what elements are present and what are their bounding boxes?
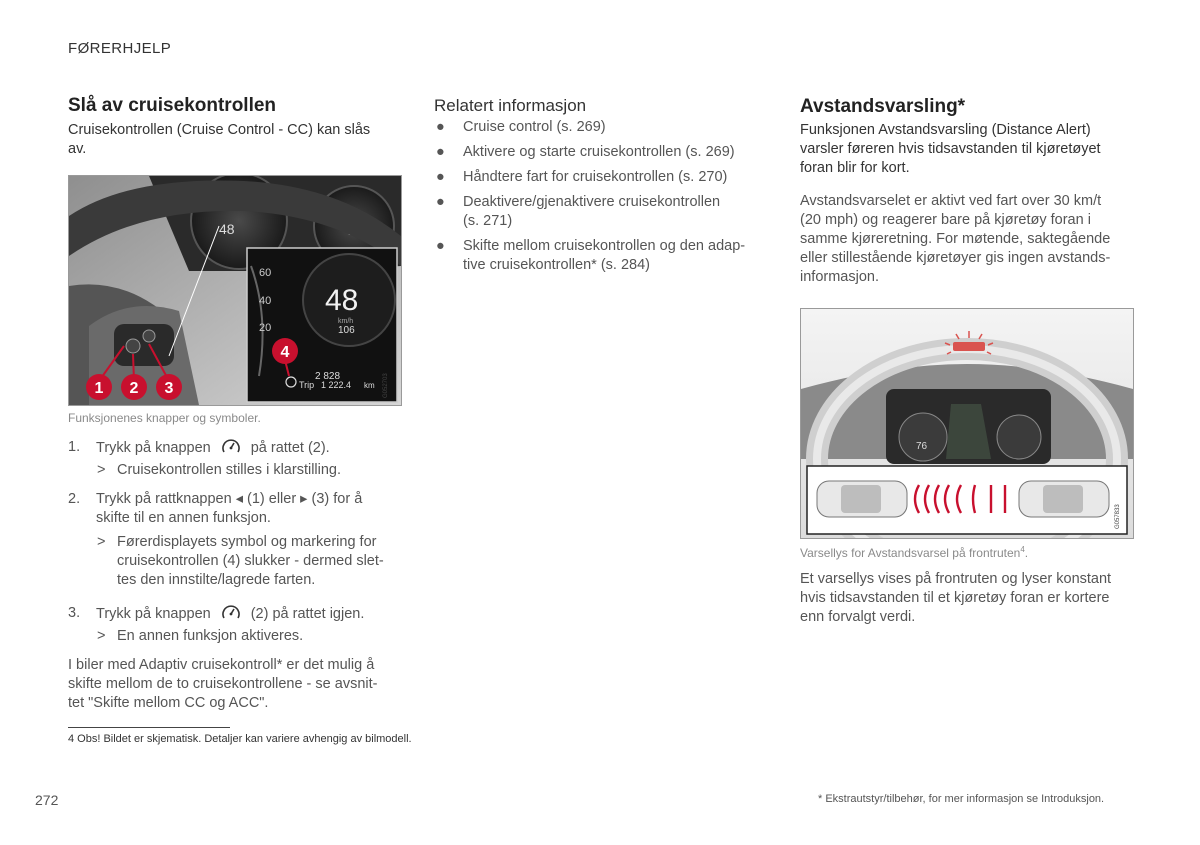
callout-3	[156, 374, 182, 400]
right-intro: Funksjonen Avstandsvarsling (Distance Alert) varsler føreren hvis tidsavstanden til kjøretøyet foran blir for kort.	[800, 122, 1101, 176]
callout-2	[121, 374, 147, 400]
related-link[interactable]: ● Skifte mellom cruisekontrollen og den adap- tive cruisekontrollen* (s. 284)	[436, 238, 746, 273]
related-link[interactable]: ● Aktivere og starte cruisekontrollen (s. 269)	[436, 144, 735, 160]
right-title: Avstandsvarsling*	[800, 96, 966, 117]
left-outro: I biler med Adaptiv cruisekontroll* er det mulig å skifte mellom de to cruisekontrollene - se avsnit- tet "Skifte mellom CC og ACC".	[68, 657, 378, 711]
left-intro	[68, 121, 370, 159]
scale-20: 20	[259, 322, 272, 334]
own-car-icon	[817, 481, 907, 517]
speed-small: 48	[219, 221, 235, 237]
scale-40: 40	[259, 295, 272, 307]
odometer: 2 828	[315, 371, 341, 382]
svg-text:3: 3	[164, 380, 174, 397]
trip-label: Trip	[299, 380, 315, 390]
step-number: 1.	[68, 439, 81, 455]
step-text: Trykk på knappen (2) på rattet igjen.	[96, 604, 364, 628]
left-figure-caption: Funksjonenes knapper og symboler.	[68, 411, 261, 425]
step-text: Trykk på rattknappen ◂ (1) eller ▸ (3) for å skifte til en annen funksjon.	[96, 491, 363, 526]
section-label: FØRERHJELP	[68, 40, 172, 57]
speed-large: 48	[325, 284, 359, 317]
step-1	[68, 438, 408, 458]
cruise-control-figure	[68, 175, 402, 406]
callout-4	[272, 338, 298, 364]
step-3	[68, 604, 408, 624]
cruise-control-illustration	[69, 176, 401, 405]
scale-60: 60	[259, 267, 272, 279]
related-link[interactable]: ● Deaktivere/gjenaktivere cruisekontrollen (s. 271)	[436, 194, 721, 229]
step-2	[68, 490, 408, 530]
speed-unit: km/h	[338, 318, 354, 325]
distance-alert-figure	[800, 308, 1134, 539]
figure-code: G052703	[383, 373, 389, 398]
footnote: 4 Obs! Bildet er skjematisk. Detaljer kan variere avhengig av bilmodell.	[68, 733, 412, 745]
figure-code: G057833	[1115, 504, 1121, 529]
related-link[interactable]: ● Håndtere fart for cruisekontrollen (s. 270)	[436, 169, 728, 185]
related-info-list	[434, 118, 774, 281]
left-title: Slå av cruisekontrollen	[68, 95, 277, 116]
right-para1: Avstandsvarselet er aktivt ved fart over 30 km/t (20 mph) og reagerer bare på kjøretøy foran i samme kjøreretning. For møtende, saktegående eller stillestående kjøretøyer gis ingen avstands- informasjon.	[800, 193, 1111, 285]
cruise-button-icon	[221, 438, 241, 462]
step-text: Trykk på knappen på rattet (2).	[96, 438, 330, 462]
page-number: 272	[35, 792, 59, 808]
step-number: 3.	[68, 605, 81, 621]
svg-text:1: 1	[94, 380, 104, 397]
step-number: 2.	[68, 491, 81, 507]
cruise-button-icon	[221, 604, 241, 628]
right-para2: Et varsellys vises på frontruten og lyser konstant hvis tidsavstanden til et kjøretøy foran er kortere enn forvalgt verdi.	[800, 571, 1112, 625]
trip-unit: km	[364, 381, 375, 390]
right-figure-caption: Varsellys for Avstandsvarsel på frontruten$^4$.	[800, 545, 1029, 560]
related-info-title: Relatert informasjon	[434, 96, 587, 115]
car-ahead-icon	[1019, 481, 1109, 517]
distance-alert-illustration	[801, 309, 1133, 538]
sub-value: 106	[338, 325, 355, 336]
cluster-speed: 76	[916, 441, 928, 452]
svg-text:2: 2	[129, 380, 139, 397]
equipment-note: * Ekstrautstyr/tilbehør, for mer informasjon se Introduksjon.	[818, 793, 1105, 805]
left-intro-line: av.	[68, 141, 87, 157]
footnote-divider	[68, 727, 230, 728]
left-intro-line: Cruisekontrollen (Cruise Control - CC) kan slås	[68, 122, 371, 138]
related-link[interactable]: ● Cruise control (s. 269)	[436, 119, 606, 135]
callout-1	[86, 374, 112, 400]
trip-value: 1 222.4	[321, 380, 352, 390]
svg-text:4: 4	[280, 344, 290, 361]
